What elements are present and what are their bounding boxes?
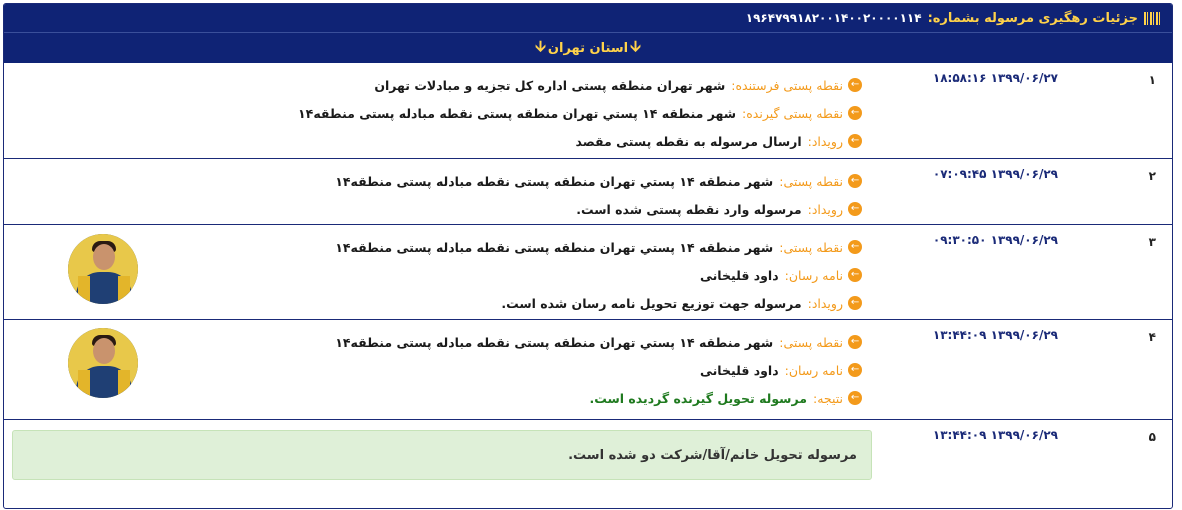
- line-value: مرسوله تحویل گیرنده گردیده است.: [589, 390, 807, 406]
- circle-arrow-icon: ←: [848, 363, 862, 377]
- delivery-notice: مرسوله تحویل خانم/آقا/شرکت دو شده است.: [12, 430, 872, 480]
- event-line: [335, 261, 862, 289]
- line-label: نقطه پستی فرستنده:: [731, 77, 843, 93]
- line-label: نقطه پستی:: [779, 334, 843, 350]
- line-label: نامه رسان:: [784, 362, 843, 378]
- line-value: داود قلیخانی: [699, 267, 779, 283]
- line-label: نقطه پستی گیرنده:: [742, 105, 843, 121]
- circle-arrow-icon: ←: [848, 134, 862, 148]
- line-value: شهر تهران منطقه پستی اداره کل تجزیه و مبادلات تهران: [374, 77, 726, 93]
- circle-arrow-icon: ←: [848, 202, 862, 216]
- row-datetime: ۱۳:۴۴:۰۹ ۱۳۹۹/۰۶/۲۹: [932, 328, 1058, 342]
- event-line: [335, 167, 862, 195]
- row-datetime: ۰۷:۰۹:۴۵ ۱۳۹۹/۰۶/۲۹: [932, 167, 1058, 181]
- line-value: شهر منطقه ۱۴ پستي تهران منطقه پستی نقطه مبادله پستی منطقه۱۴: [335, 334, 774, 350]
- table-row: [4, 420, 1172, 506]
- arrow-down-icon: 🡫: [535, 36, 546, 55]
- event-line: [298, 99, 862, 127]
- row-datetime: ۱۸:۵۸:۱۶ ۱۳۹۹/۰۶/۲۷: [932, 71, 1058, 85]
- event-line: [298, 71, 862, 99]
- event-line: [335, 289, 862, 317]
- line-label: رویداد:: [807, 201, 843, 217]
- circle-arrow-icon: ←: [848, 335, 862, 349]
- row-index: ۳: [1148, 235, 1156, 249]
- barcode-icon: [1144, 12, 1162, 25]
- line-value: شهر منطقه ۱۴ پستي تهران منطقه پستی نقطه مبادله پستی منطقه۱۴: [335, 173, 774, 189]
- circle-arrow-icon: ←: [848, 296, 862, 310]
- line-label: نقطه پستی:: [779, 173, 843, 189]
- line-label: رویداد:: [807, 295, 843, 311]
- row-index: ۴: [1148, 330, 1156, 344]
- row-index: ۲: [1148, 169, 1156, 183]
- line-value: شهر منطقه ۱۴ پستي تهران منطقه پستی نقطه مبادله پستی منطقه۱۴: [298, 105, 737, 121]
- tracking-header: [4, 4, 1172, 32]
- line-value: ارسال مرسوله به نقطه پستی مقصد: [575, 133, 802, 149]
- tracking-title: جزئیات رهگیری مرسوله بشماره:: [927, 10, 1138, 26]
- row-index: ۵: [1148, 430, 1156, 444]
- line-value: مرسوله جهت توزیع تحویل نامه رسان شده است.: [501, 295, 802, 311]
- circle-arrow-icon: ←: [848, 174, 862, 188]
- tracking-panel: [3, 3, 1173, 509]
- line-value: شهر منطقه ۱۴ پستي تهران منطقه پستی نقطه مبادله پستی منطقه۱۴: [335, 239, 774, 255]
- province-label: استان تهران: [547, 40, 629, 56]
- event-line: [335, 233, 862, 261]
- table-row: [4, 225, 1172, 320]
- event-line: [335, 356, 862, 384]
- tracking-number: ۱۹۶۴۷۹۹۱۸۲۰۰۱۴۰۰۲۰۰۰۰۱۱۴: [745, 11, 922, 25]
- line-label: نامه رسان:: [784, 267, 843, 283]
- table-row: [4, 63, 1172, 159]
- line-value: مرسوله وارد نقطه پستی شده است.: [576, 201, 802, 217]
- circle-arrow-icon: ←: [848, 240, 862, 254]
- circle-arrow-icon: ←: [848, 391, 862, 405]
- arrow-down-icon: 🡫: [630, 36, 641, 55]
- table-row: [4, 320, 1172, 420]
- postman-avatar[interactable]: [68, 328, 138, 398]
- event-line: [335, 195, 862, 223]
- row-datetime: ۱۳:۴۴:۰۹ ۱۳۹۹/۰۶/۲۹: [932, 428, 1058, 442]
- event-line: [335, 384, 862, 412]
- line-label: رویداد:: [807, 133, 843, 149]
- line-value: داود قلیخانی: [699, 362, 779, 378]
- circle-arrow-icon: ←: [848, 106, 862, 120]
- event-line: [335, 328, 862, 356]
- table-row: [4, 159, 1172, 225]
- row-datetime: ۰۹:۳۰:۵۰ ۱۳۹۹/۰۶/۲۹: [932, 233, 1058, 247]
- line-label: نقطه پستی:: [779, 239, 843, 255]
- row-index: ۱: [1148, 73, 1156, 87]
- event-line: [298, 127, 862, 155]
- line-label: نتیجه:: [812, 390, 843, 406]
- postman-avatar[interactable]: [68, 234, 138, 304]
- circle-arrow-icon: ←: [848, 78, 862, 92]
- province-header[interactable]: [4, 32, 1172, 63]
- circle-arrow-icon: ←: [848, 268, 862, 282]
